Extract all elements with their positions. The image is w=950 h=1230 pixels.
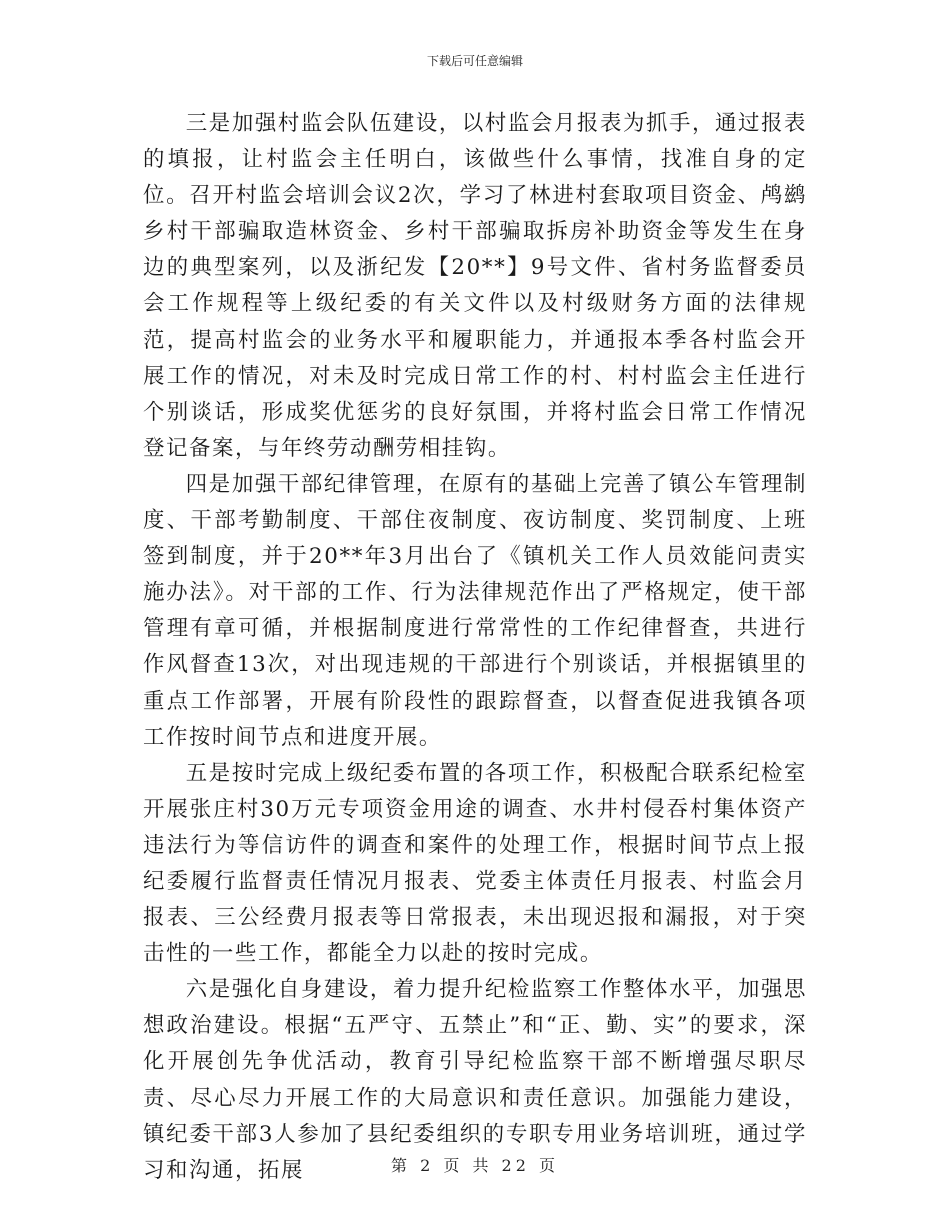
document-body bbox=[143, 106, 807, 1189]
paragraph-item-4: 四是加强干部纪律管理，在原有的基础上完善了镇公车管理制度、干部考勤制度、干部住夜制度、夜访制度、奖罚制度、上班签到制度，并于20**年3月出台了《镇机关工作人员效能问责实施办法》。对干部的工作、行为法律规范作出了严格规定，使干部管理有章可循，并根据制度进行常常性的工作纪律督查，共进行作风督查13次，对出现违规的干部进行个别谈话，并根据镇里的重点工作部署，开展有阶段性的跟踪督查，以督查促进我镇各项工作按时间节点和进度开展。 bbox=[143, 471, 807, 750]
page-header-note: 下载后可任意编辑 bbox=[426, 54, 523, 68]
page-number: 第 2 页 共 22 页 bbox=[391, 1156, 559, 1175]
paragraph-item-5: 五是按时完成上级纪委布置的各项工作，积极配合联系纪检室开展张庄村30万元专项资金用途的调查、水井村侵吞村集体资产违法行为等信访件的调查和案件的处理工作，根据时间节点上报纪委履行监督责任情况月报表、党委主体责任月报表、村监会月报表、三公经费月报表等日常报表，未出现迟报和漏报，对于突击性的一些工作，都能全力以赴的按时完成。 bbox=[143, 760, 807, 967]
paragraph-item-3: 三是加强村监会队伍建设，以村监会月报表为抓手，通过报表的填报，让村监会主任明白，该做些什么事情，找准自身的定位。召开村监会培训会议2次，学习了林进村套取项目资金、鸬鹚乡村干部骗取造林资金、乡村干部骗取拆房补助资金等发生在身边的典型案列，以及浙纪发【20**】9号文件、省村务监督委员会工作规程等上级纪委的有关文件以及村级财务方面的法律规范，提高村监会的业务水平和履职能力，并通报本季各村监会开展工作的情况，对未及时完成日常工作的村、村村监会主任进行个别谈话，形成奖优惩劣的良好氛围，并将村监会日常工作情况登记备案，与年终劳动酬劳相挂钩。 bbox=[143, 111, 807, 461]
paragraph-item-6: 六是强化自身建设，着力提升纪检监察工作整体水平，加强思想政治建设。根据“五严守、五禁止”和“正、勤、实”的要求，深化开展创先争优活动，教育引导纪检监察干部不断增强尽职尽责、尽心尽力开展工作的大局意识和责任意识。加强能力建设，镇纪委干部3人参加了县纪委组织的专职专用业务培训班，通过学习和沟通，拓展 bbox=[143, 977, 807, 1183]
